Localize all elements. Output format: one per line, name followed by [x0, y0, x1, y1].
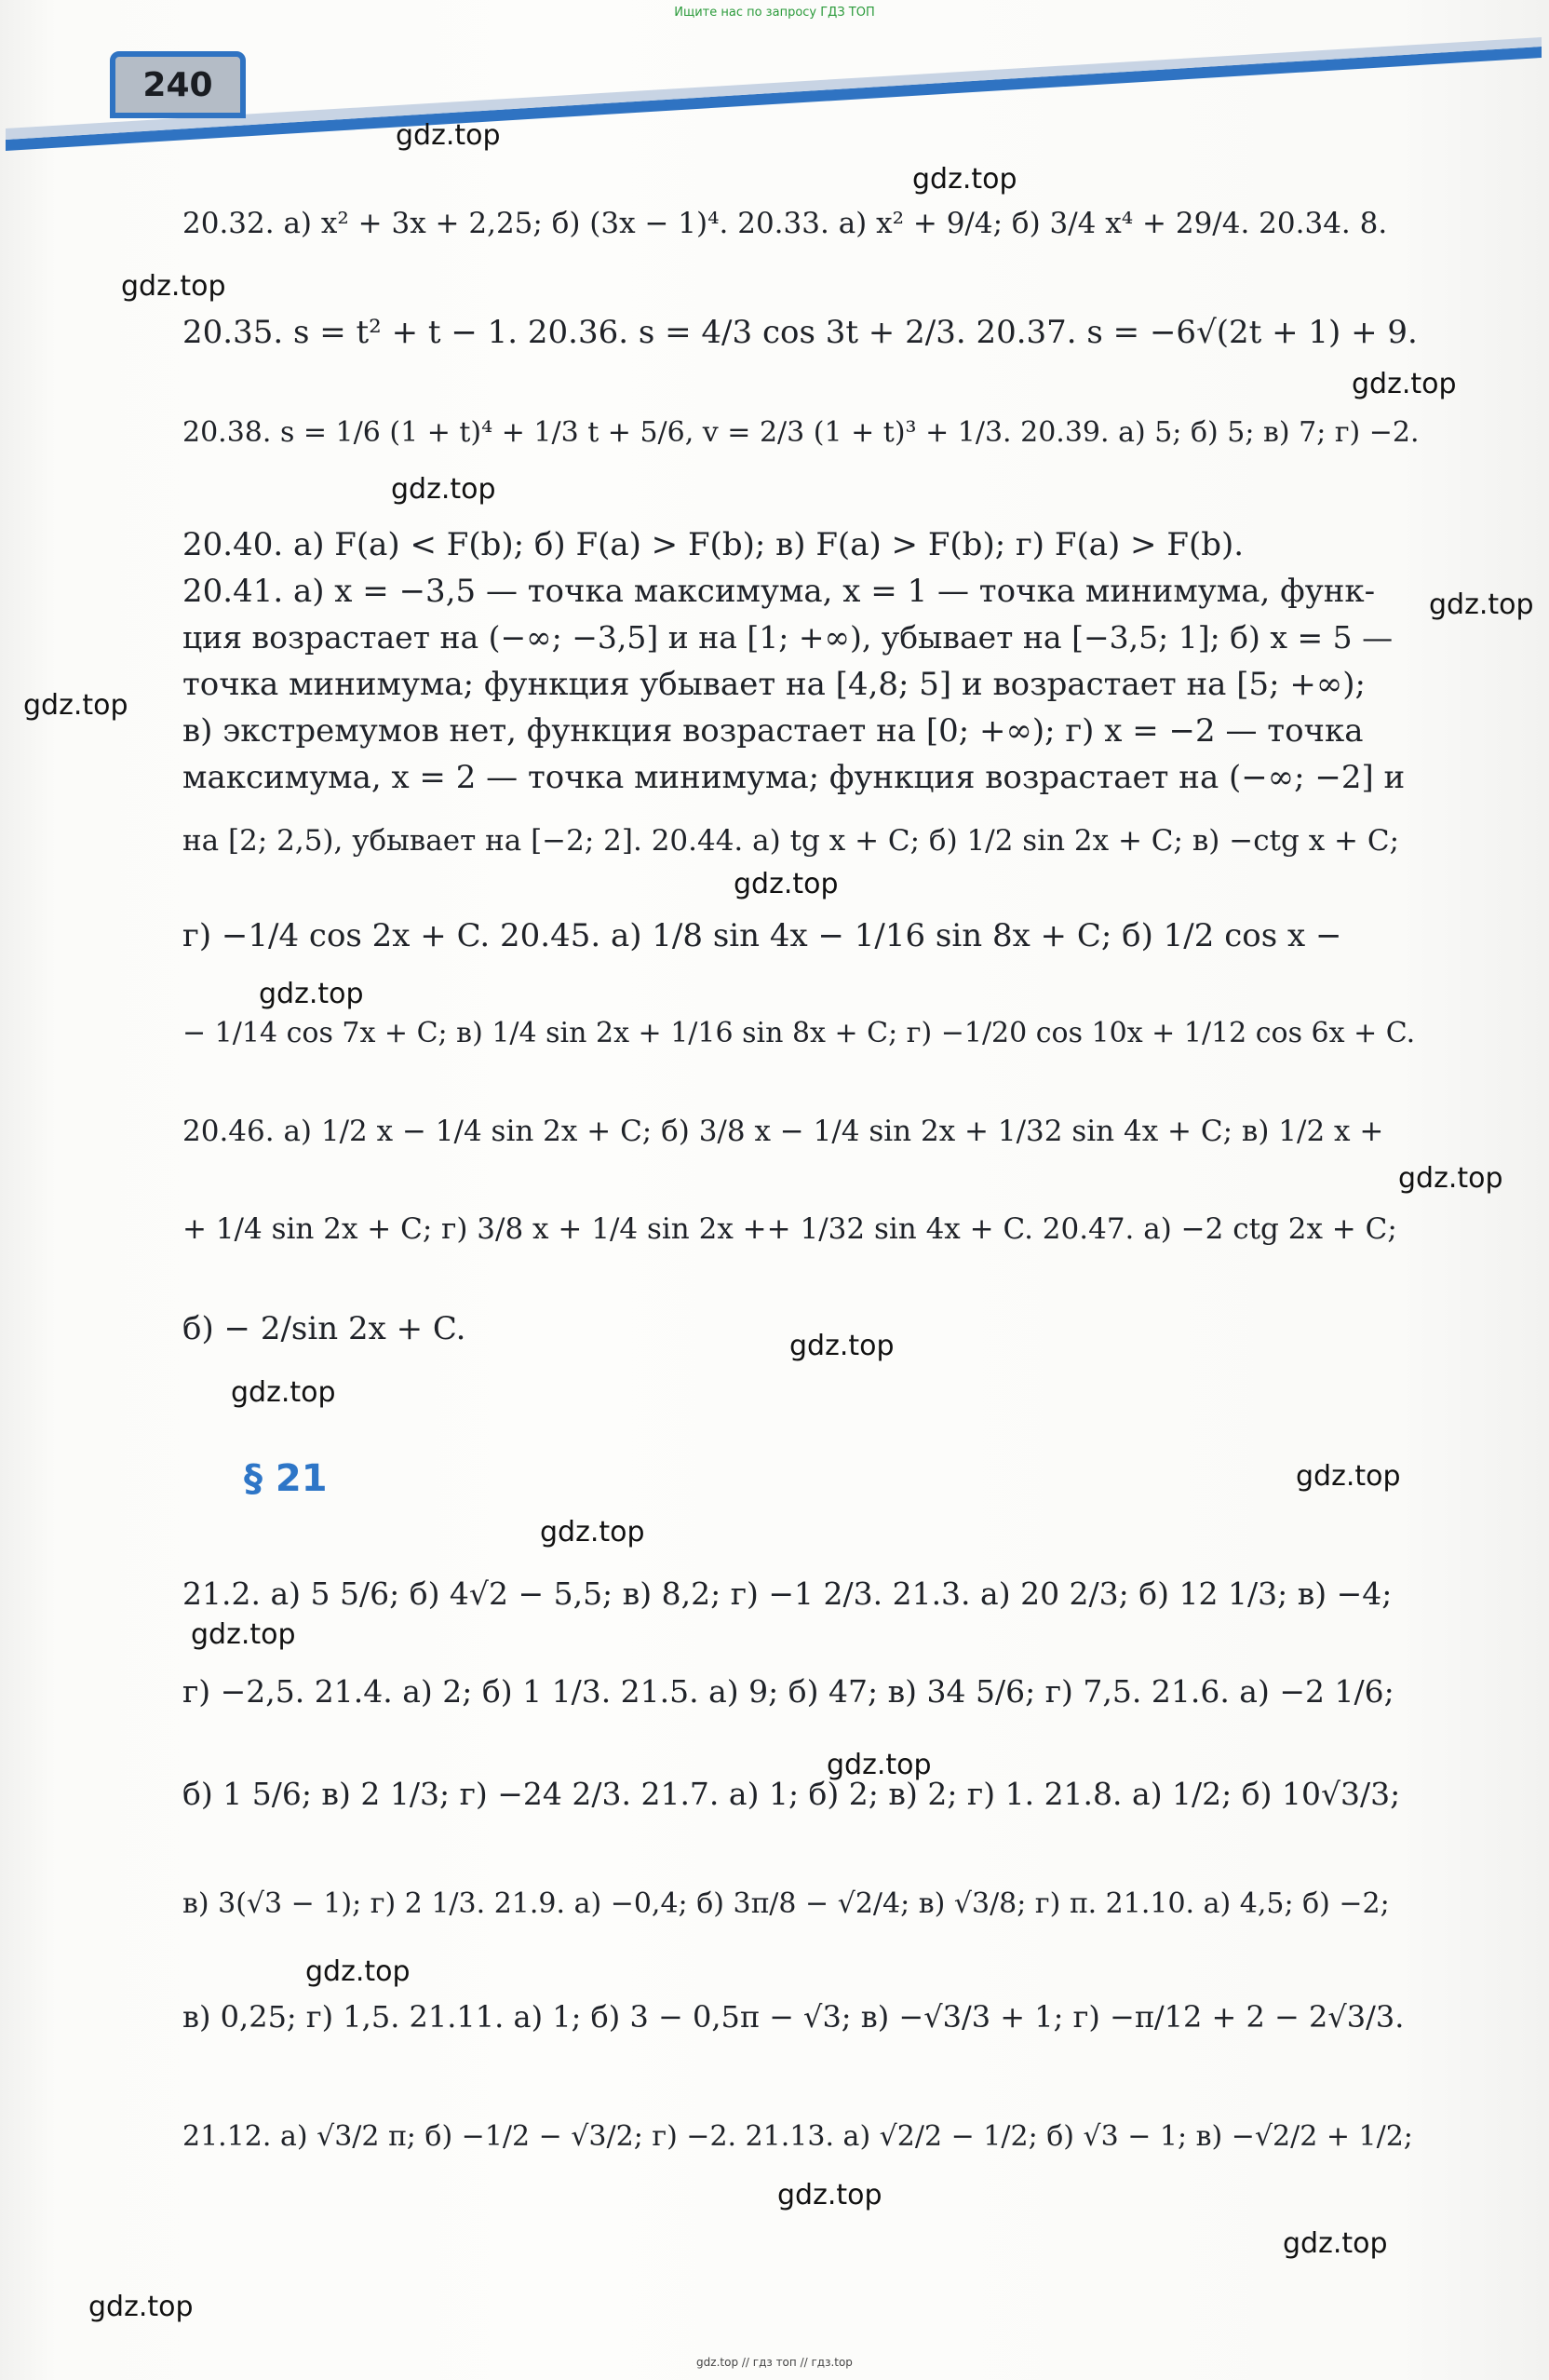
top-search-note: Ищите нас по запросу ГДЗ ТОП: [674, 6, 875, 20]
answer-line: − 1/14 cos 7x + C; в) 1/4 sin 2x + 1/16 sin 8x + C; г) −1/20 cos 10x + 1/12 cos 6x + C.: [182, 1017, 1416, 1049]
answer-line: 21.12. а) √3/2 π; б) −1/2 − √3/2; г) −2. 21.13. а) √2/2 − 1/2; б) √3 − 1; в) −√2/2 + 1/2;: [182, 2120, 1413, 2153]
answer-line: 20.41. а) x = −3,5 — точка максимума, x = 1 — точка минимума, функ-: [182, 573, 1376, 610]
answer-line: на [2; 2,5), убывает на [−2; 2]. 20.44. а) tg x + C; б) 1/2 sin 2x + C; в) −ctg x + C;: [182, 824, 1400, 858]
watermark: gdz.top: [1398, 1162, 1503, 1195]
watermark: gdz.top: [734, 868, 839, 900]
answer-line: в) экстремумов нет, функция возрастает на [0; +∞); г) x = −2 — точка: [182, 712, 1364, 750]
watermark: gdz.top: [1283, 2227, 1388, 2260]
answer-line: ция возрастает на (−∞; −3,5] и на [1; +∞), убывает на [−3,5; 1]; б) x = 5 —: [182, 619, 1394, 656]
answer-line: б) 1 5/6; в) 2 1/3; г) −24 2/3. 21.7. а) 1; б) 2; в) 2; г) 1. 21.8. а) 1/2; б) 10√3/3;: [182, 1776, 1401, 1812]
answer-line: б) − 2/sin 2x + C.: [182, 1310, 466, 1347]
watermark: gdz.top: [191, 1618, 296, 1651]
watermark: gdz.top: [1429, 588, 1534, 621]
page-number: 240: [110, 51, 246, 118]
answer-line: 20.32. а) x² + 3x + 2,25; б) (3x − 1)⁴. 20.33. а) x² + 9/4; б) 3/4 x⁴ + 29/4. 20.34. 8.: [182, 207, 1388, 240]
watermark: gdz.top: [912, 163, 1017, 196]
watermark: gdz.top: [88, 2291, 194, 2323]
watermark: gdz.top: [1296, 1460, 1401, 1493]
answer-line: г) −1/4 cos 2x + C. 20.45. а) 1/8 sin 4x − 1/16 sin 8x + C; б) 1/2 cos x −: [182, 917, 1342, 954]
watermark: gdz.top: [827, 1749, 932, 1781]
watermark: gdz.top: [540, 1516, 645, 1548]
answer-line: г) −2,5. 21.4. а) 2; б) 1 1/3. 21.5. а) 9; б) 47; в) 34 5/6; г) 7,5. 21.6. а) −2 1/6;: [182, 1673, 1394, 1710]
answer-line: 20.38. s = 1/6 (1 + t)⁴ + 1/3 t + 5/6, v = 2/3 (1 + t)³ + 1/3. 20.39. а) 5; б) 5; в) 7; г) −2.: [182, 416, 1420, 449]
answer-line: максимума, x = 2 — точка минимума; функция возрастает на (−∞; −2] и: [182, 759, 1406, 796]
watermark: gdz.top: [121, 270, 226, 303]
watermark: gdz.top: [305, 1955, 411, 1988]
watermark: gdz.top: [259, 978, 364, 1010]
answer-line: 20.46. а) 1/2 x − 1/4 sin 2x + C; б) 3/8 x − 1/4 sin 2x + 1/32 sin 4x + C; в) 1/2 x +: [182, 1115, 1384, 1148]
answer-line: 20.40. а) F(a) < F(b); б) F(a) > F(b); в) F(a) > F(b); г) F(a) > F(b).: [182, 526, 1245, 563]
answer-line: в) 3(√3 − 1); г) 2 1/3. 21.9. а) −0,4; б) 3π/8 − √2/4; в) √3/8; г) π. 21.10. а) 4,5; б) −2;: [182, 1887, 1390, 1920]
watermark: gdz.top: [789, 1330, 895, 1362]
watermark: gdz.top: [396, 119, 501, 152]
watermark: gdz.top: [1352, 368, 1457, 400]
watermark: gdz.top: [391, 473, 496, 506]
watermark: gdz.top: [231, 1376, 336, 1409]
answer-line: + 1/4 sin 2x + C; г) 3/8 x + 1/4 sin 2x ++ 1/32 sin 4x + C. 20.47. а) −2 ctg 2x + C;: [182, 1212, 1397, 1246]
answer-line: в) 0,25; г) 1,5. 21.11. а) 1; б) 3 − 0,5π − √3; в) −√3/3 + 1; г) −π/12 + 2 − 2√3/3.: [182, 1999, 1405, 2035]
watermark: gdz.top: [23, 689, 128, 722]
answer-line: 21.2. а) 5 5/6; б) 4√2 − 5,5; в) 8,2; г) −1 2/3. 21.3. а) 20 2/3; б) 12 1/3; в) −4;: [182, 1575, 1393, 1612]
watermark: gdz.top: [777, 2179, 882, 2211]
answer-line: точка минимума; функция убывает на [4,8; 5] и возрастает на [5; +∞);: [182, 666, 1366, 703]
bottom-site-note: gdz.top // гдз топ // гдз.top: [696, 2356, 853, 2369]
section-title: § 21: [244, 1457, 328, 1500]
answer-line: 20.35. s = t² + t − 1. 20.36. s = 4/3 cos 3t + 2/3. 20.37. s = −6√(2t + 1) + 9.: [182, 314, 1418, 351]
